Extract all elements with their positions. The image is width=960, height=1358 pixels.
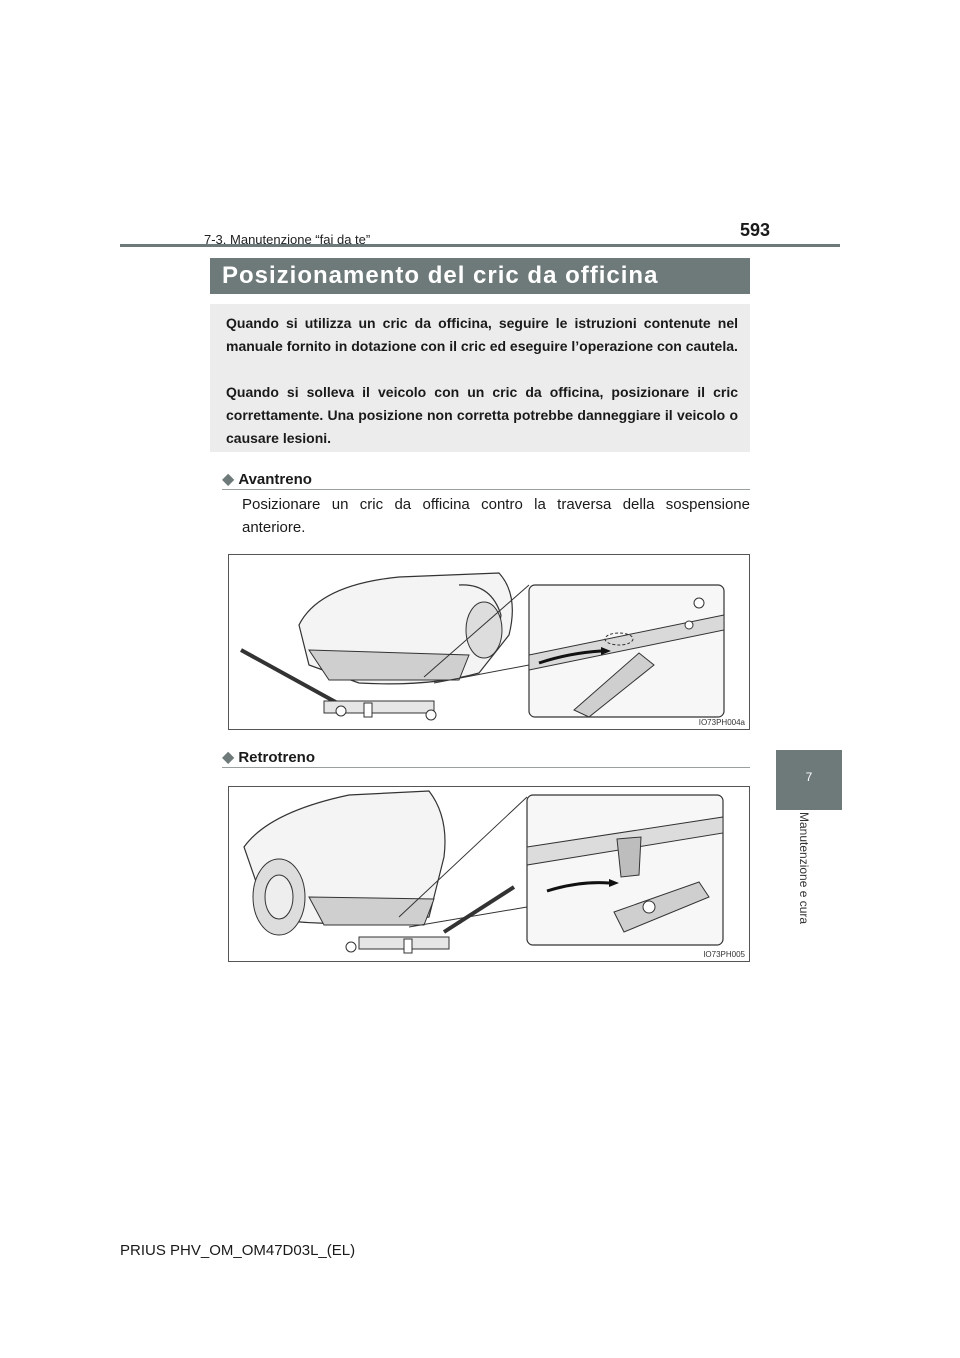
front-figure <box>228 554 750 730</box>
front-figure-illustration <box>229 555 749 729</box>
chapter-number: 7 <box>805 770 813 784</box>
front-heading-label: Avantreno <box>238 471 312 488</box>
diamond-icon: ◆ <box>222 471 235 488</box>
rear-figure <box>228 786 750 962</box>
diamond-icon: ◆ <box>222 749 235 766</box>
rear-heading-rule <box>222 767 750 768</box>
rear-figure-illustration <box>229 787 749 961</box>
rear-heading-label: Retrotreno <box>238 749 315 766</box>
rear-figure-code: IO73PH005 <box>703 950 745 959</box>
front-body-text: Posizionare un cric da officina contro la traversa della sospensione anteriore. <box>242 496 750 536</box>
front-heading <box>222 469 312 489</box>
intro-paragraph-1: Quando si utilizza un cric da officina, seguire le istruzioni contenute nel manuale fornito in dotazione con il cric ed eseguire l’operazione con cautela. <box>226 315 738 354</box>
footer-doc-code: PRIUS PHV_OM_OM47D03L_(EL) <box>120 1242 356 1259</box>
page-title: Posizionamento del cric da officina <box>222 262 659 289</box>
intro-paragraph-2: Quando si solleva il veicolo con un cric da officina, posizionare il cric correttamente. Una posizione non corretta potrebbe danneggiare il veicolo o causare lesioni. <box>226 384 738 446</box>
rear-heading <box>222 747 315 767</box>
section-title: 7-3. Manutenzione “fai da te” <box>204 232 371 247</box>
front-figure-code: IO73PH004a <box>698 718 745 727</box>
front-heading-rule <box>222 489 750 490</box>
page-number: 593 <box>740 220 771 240</box>
chapter-label: Manutenzione e cura <box>797 812 811 925</box>
